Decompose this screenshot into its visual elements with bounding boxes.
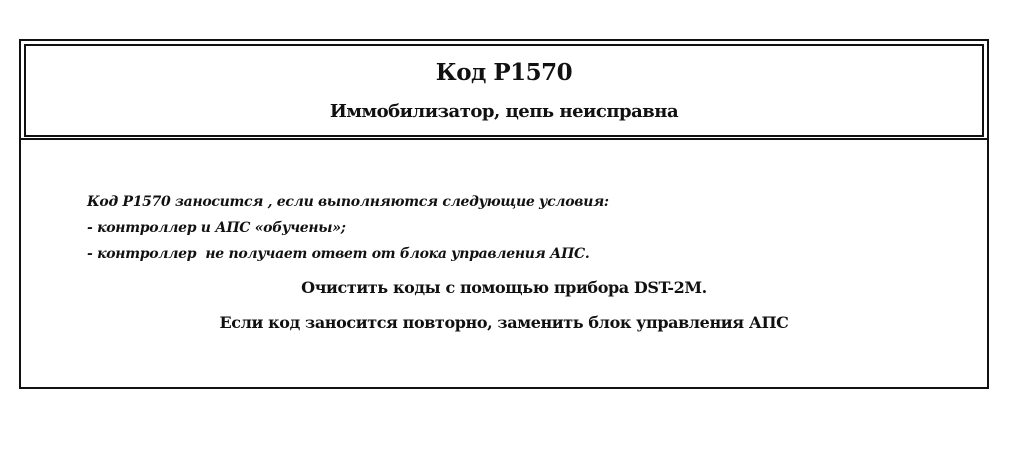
repeat-instruction: Если код заносится повторно, заменить блок управления АПС (219, 313, 789, 332)
code-subtitle: Иммобилизатор, цепь неисправна (329, 101, 679, 122)
clear-codes-instruction: Очистить коды с помощью прибора DST-2M. (301, 278, 707, 297)
conditions-block (87, 189, 609, 267)
condition-item: - контроллер не получает ответ от блока управления АПС. (87, 246, 590, 262)
condition-item: - контроллер и АПС «обучены»; (87, 220, 346, 236)
header-box (24, 44, 984, 137)
header-divider (21, 138, 987, 140)
document-frame (19, 39, 989, 389)
conditions-intro: Код P1570 заносится , если выполняются следующие условия: (87, 194, 609, 210)
code-title: Код P1570 (435, 59, 573, 86)
